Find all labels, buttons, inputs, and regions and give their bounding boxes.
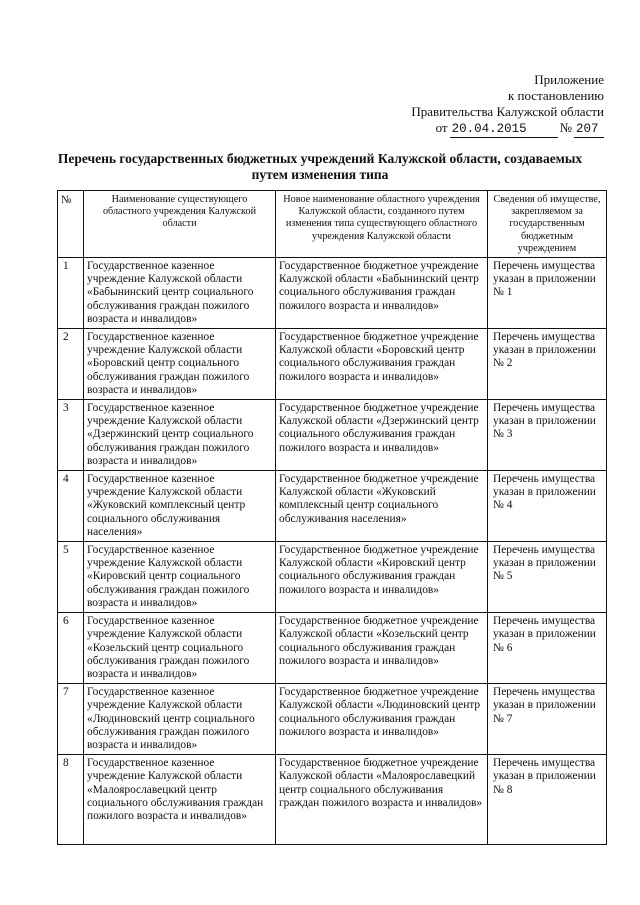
header-property-info: Сведения об имуществе, закрепляемом за государственным бюджетным учреждением — [488, 191, 607, 258]
row-number: 4 — [58, 471, 84, 542]
row-number: 1 — [58, 258, 84, 329]
row-number: 5 — [58, 542, 84, 613]
header-existing-name: Наименование существующего областного учреждения Калужской области — [84, 191, 276, 258]
existing-institution-name: Государственное казенное учреждение Калужской области «Козельский центр социального обслуживания граждан пожилого возраста и инвалидов» — [84, 613, 276, 684]
document-date: 20.04.2015 — [450, 122, 558, 138]
existing-institution-name: Государственное казенное учреждение Калужской области «Боровский центр социального обслуживания граждан пожилого возраста и инвалидов» — [84, 329, 276, 400]
row-number: 2 — [58, 329, 84, 400]
table-row — [58, 613, 607, 684]
table-row — [58, 542, 607, 613]
existing-institution-name: Государственное казенное учреждение Калужской области «Людиновский центр социального обслуживания граждан пожилого возраста и инвалидов» — [84, 684, 276, 755]
table-row — [58, 471, 607, 542]
table-header-row — [58, 191, 607, 258]
property-info: Перечень имущества указан в приложении № 3 — [488, 400, 607, 471]
page-title: Перечень государственных бюджетных учреждений Калужской области, создаваемых путем изменения типа — [57, 151, 583, 182]
institutions-table — [57, 190, 607, 845]
document-number: 207 — [574, 122, 604, 138]
new-institution-name: Государственное бюджетное учреждение Калужской области «Кировский центр социального обслуживания граждан пожилого возраста и инвалидов» — [276, 542, 488, 613]
property-info: Перечень имущества указан в приложении № 6 — [488, 613, 607, 684]
new-institution-name: Государственное бюджетное учреждение Калужской области «Людиновский центр социального обслуживания граждан пожилого возраста и инвалидов» — [276, 684, 488, 755]
row-number: 8 — [58, 755, 84, 845]
table-row — [58, 258, 607, 329]
approval-block — [411, 72, 604, 138]
document-meta — [436, 120, 604, 138]
property-info: Перечень имущества указан в приложении № 8 — [488, 755, 607, 845]
existing-institution-name: Государственное казенное учреждение Калужской области «Малоярославецкий центр социального обслуживания граждан пожилого возраста и инвалидов» — [84, 755, 276, 845]
new-institution-name: Государственное бюджетное учреждение Калужской области «Дзержинский центр социального обслуживания граждан пожилого возраста и инвалидов» — [276, 400, 488, 471]
new-institution-name: Государственное бюджетное учреждение Калужской области «Жуковский комплексный центр социального обслуживания населения» — [276, 471, 488, 542]
new-institution-name: Государственное бюджетное учреждение Калужской области «Бабынинский центр социального обслуживания граждан пожилого возраста и инвалидов» — [276, 258, 488, 329]
property-info: Перечень имущества указан в приложении № 7 — [488, 684, 607, 755]
table-row — [58, 400, 607, 471]
new-institution-name: Государственное бюджетное учреждение Калужской области «Козельский центр социального обслуживания граждан пожилого возраста и инвалидов» — [276, 613, 488, 684]
existing-institution-name: Государственное казенное учреждение Калужской области «Бабынинский центр социального обслуживания граждан пожилого возраста и инвалидов» — [84, 258, 276, 329]
row-number: 3 — [58, 400, 84, 471]
existing-institution-name: Государственное казенное учреждение Калужской области «Жуковский комплексный центр социального обслуживания населения» — [84, 471, 276, 542]
new-institution-name: Государственное бюджетное учреждение Калужской области «Малоярославецкий центр социального обслуживания граждан пожилого возраста и инвалидов» — [276, 755, 488, 845]
property-info: Перечень имущества указан в приложении № 1 — [488, 258, 607, 329]
existing-institution-name: Государственное казенное учреждение Калужской области «Дзержинский центр социального обслуживания граждан пожилого возраста и инвалидов» — [84, 400, 276, 471]
number-prefix: № — [559, 120, 572, 135]
resolution-label: к постановлению — [507, 88, 604, 103]
header-number: № — [58, 191, 84, 258]
new-institution-name: Государственное бюджетное учреждение Калужской области «Боровский центр социального обслуживания граждан пожилого возраста и инвалидов» — [276, 329, 488, 400]
property-info: Перечень имущества указан в приложении № 5 — [488, 542, 607, 613]
table-row — [58, 755, 607, 845]
property-info: Перечень имущества указан в приложении № 2 — [488, 329, 607, 400]
header-new-name: Новое наименование областного учреждения Калужской области, созданного путем изменения типа существующего областного учреждения Калужской области — [276, 191, 488, 258]
row-number: 7 — [58, 684, 84, 755]
table-row — [58, 684, 607, 755]
table-row — [58, 329, 607, 400]
appendix-label: Приложение — [534, 72, 604, 87]
row-number: 6 — [58, 613, 84, 684]
government-label: Правительства Калужской области — [411, 104, 604, 119]
property-info: Перечень имущества указан в приложении № 4 — [488, 471, 607, 542]
existing-institution-name: Государственное казенное учреждение Калужской области «Кировский центр социального обслуживания граждан пожилого возраста и инвалидов» — [84, 542, 276, 613]
date-prefix: от — [435, 120, 448, 135]
